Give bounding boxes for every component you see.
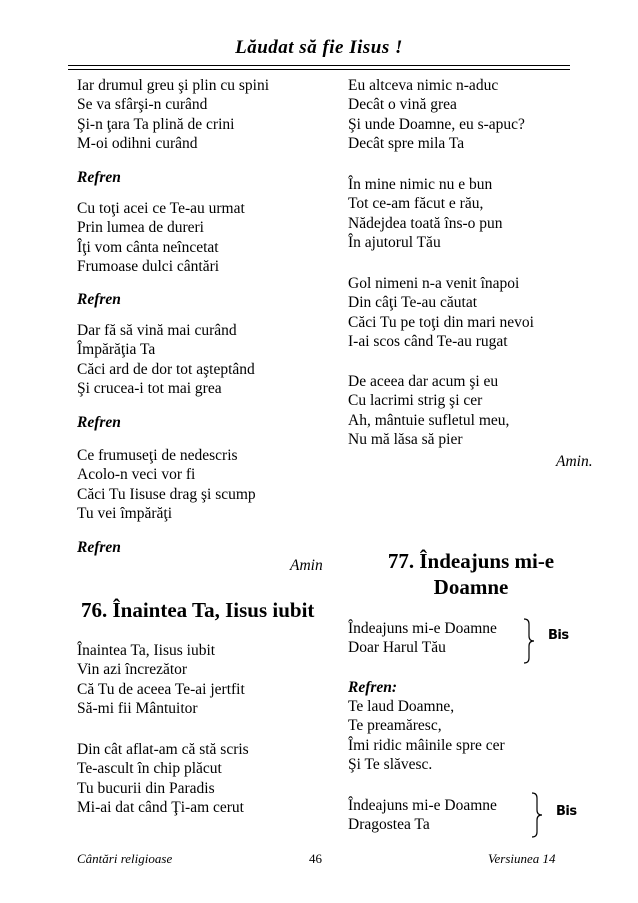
song-76-stanza-2 — [77, 740, 249, 817]
bis-brace-2 — [530, 792, 544, 838]
verse-line: Şi crucea-i tot mai grea — [77, 379, 222, 397]
song-77-stanza-2 — [348, 796, 497, 835]
verse-line: Dar fă să vină mai curând — [77, 322, 237, 339]
footer-book-title: Cântări religioase — [77, 851, 173, 866]
right-amin: Amin. — [556, 453, 593, 470]
verse-line: Cu toţi acei ce Te-au urmat — [77, 200, 245, 217]
verse-line: Te-ascult în chip plăcut — [77, 760, 222, 778]
verse-line: În ajutorul Tău — [348, 233, 441, 251]
verse-line: M-oi odihni curând — [77, 134, 198, 152]
verse-line: Decât o vină grea — [348, 96, 457, 114]
verse-line: Din cât aflat-am că stă scris — [77, 741, 249, 758]
right-stanza-1 — [348, 76, 525, 153]
verse-line: Că Tu de aceea Te-ai jertfit — [77, 680, 245, 698]
verse-line: Vin azi încrezător — [77, 661, 188, 679]
bis-label-1: Bis — [548, 628, 569, 643]
verse-line: Căci Tu pe toţi din mari nevoi — [348, 313, 534, 331]
verse-line: Frumoase dulci cântări — [77, 257, 220, 275]
verse-line: Tu vei împărăţi — [77, 504, 173, 522]
verse-line: Se va sfârşi-n curând — [77, 96, 208, 114]
left-refren-4: Refren — [77, 539, 121, 556]
verse-line: Cu lacrimi strig şi cer — [348, 392, 483, 410]
song-76-stanza-1 — [77, 641, 245, 718]
left-amin: Amin — [290, 557, 323, 574]
left-stanza-3 — [77, 321, 255, 398]
verse-line: Tu bucurii din Paradis — [77, 779, 215, 797]
verse-line: Acolo-n veci vor fi — [77, 466, 196, 484]
song-77-stanza-1 — [348, 619, 497, 658]
bis-label-2: Bis — [556, 804, 577, 819]
verse-line: Înaintea Ta, Iisus iubit — [77, 642, 216, 659]
verse-line: De aceea dar acum şi eu — [348, 373, 499, 390]
verse-line: Şi-n ţara Ta plină de crini — [77, 115, 235, 133]
right-stanza-2 — [348, 175, 503, 252]
verse-line: I-ai scos când Te-au rugat — [348, 332, 508, 350]
header-rule-thin — [68, 69, 570, 70]
verse-line: Doar Harul Tău — [348, 639, 446, 657]
verse-line: Împărăţia Ta — [77, 341, 156, 359]
verse-line: Îmi ridic mâinile spre cer — [348, 736, 505, 754]
verse-line: Eu altceva nimic n-aduc — [348, 77, 499, 94]
header-rule-thick — [68, 65, 570, 66]
verse-line: În mine nimic nu e bun — [348, 176, 493, 193]
footer-version: Versiunea 14 — [488, 851, 556, 866]
left-stanza-1 — [77, 76, 269, 153]
verse-line: Îţi vom cânta neîncetat — [77, 238, 219, 256]
verse-line: Tot ce-am făcut e rău, — [348, 195, 484, 213]
verse-line: Căci Tu Iisuse drag şi scump — [77, 485, 256, 503]
verse-line: Gol nimeni n-a venit înapoi — [348, 275, 520, 292]
verse-line: Căci ard de dor tot aşteptând — [77, 360, 255, 378]
verse-line: Şi Te slăvesc. — [348, 755, 433, 773]
song-77-title-line-2: Doamne — [433, 575, 509, 599]
song-77-title-line-1: 77. Îndeajuns mi-e — [387, 549, 555, 573]
verse-line: Ah, mântuie sufletul meu, — [348, 411, 510, 429]
verse-line: Ce frumuseţi de nedescris — [77, 447, 238, 464]
left-stanza-2 — [77, 199, 245, 276]
footer-page-number: 46 — [309, 851, 322, 866]
right-stanza-3 — [348, 274, 534, 351]
page-header-title: Lăudat să fie Iisus ! — [235, 37, 403, 58]
song-76-title: 76. Înaintea Ta, Iisus iubit — [81, 598, 315, 622]
verse-line: Decât spre mila Ta — [348, 134, 465, 152]
verse-line: Să-mi fii Mântuitor — [77, 699, 198, 717]
verse-line: Mi-ai dat când Ţi-am cerut — [77, 798, 244, 816]
verse-line: Nădejdea toată îns-o pun — [348, 214, 503, 232]
bis-brace-1 — [522, 618, 536, 664]
verse-line: Îndeajuns mi-e Doamne — [348, 797, 497, 814]
verse-line: Dragostea Ta — [348, 816, 430, 834]
song-77-title — [348, 548, 594, 600]
song-77-refren — [348, 697, 505, 774]
verse-line: Prin lumea de dureri — [77, 219, 204, 237]
verse-line: Te preamăresc, — [348, 717, 442, 735]
song-77-refren-label: Refren: — [348, 679, 398, 696]
verse-line: Te laud Doamne, — [348, 698, 455, 715]
verse-line: Nu mă lăsa să pier — [348, 430, 463, 448]
left-stanza-4 — [77, 446, 256, 523]
verse-line: Din câţi Te-au căutat — [348, 294, 478, 312]
verse-line: Şi unde Doamne, eu s-apuc? — [348, 115, 525, 133]
left-refren-2: Refren — [77, 291, 121, 308]
right-stanza-4 — [348, 372, 509, 449]
left-refren-1: Refren — [77, 169, 121, 186]
verse-line: Iar drumul greu şi plin cu spini — [77, 77, 269, 94]
left-refren-3: Refren — [77, 414, 121, 431]
verse-line: Îndeajuns mi-e Doamne — [348, 620, 497, 637]
